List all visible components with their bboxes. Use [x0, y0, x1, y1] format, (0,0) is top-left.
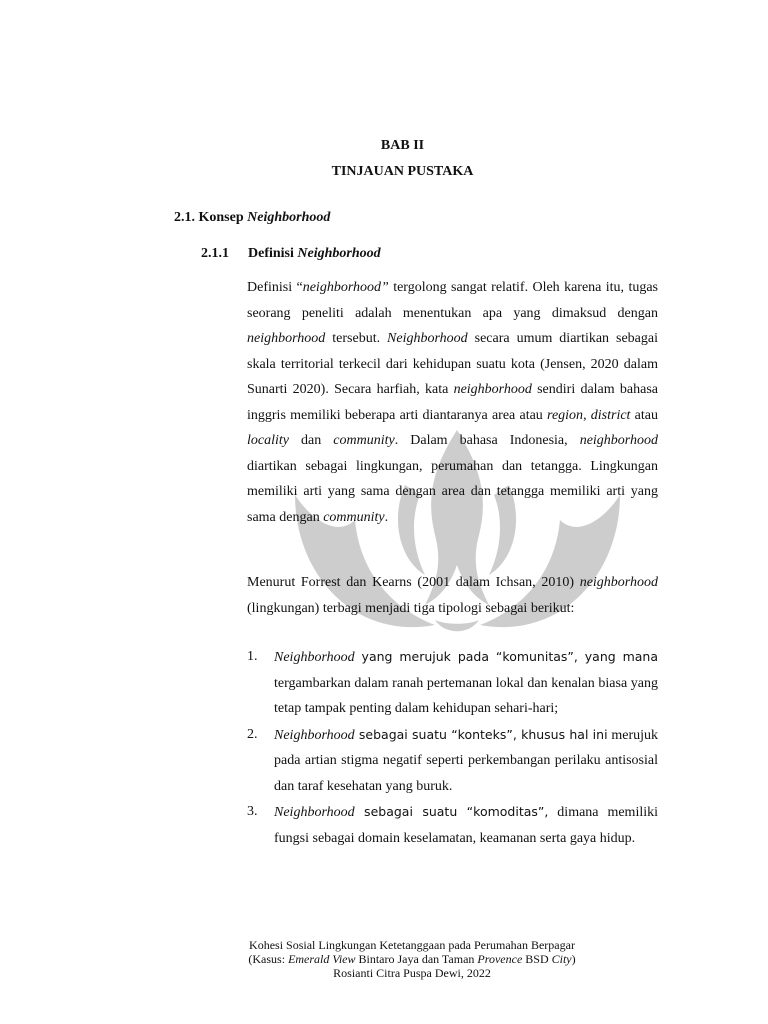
footer-thesis-title: Kohesi Sosial Lingkungan Ketetanggaan pada Perumahan Berpagar — [249, 938, 575, 952]
section-heading — [174, 210, 330, 226]
list-marker: 2. — [247, 726, 258, 742]
list-item: 3. Neighborhood sebagai suatu “komoditas”, dimana memiliki fungsi sebagai domain keselamatan, keamanan serta gaya hidup. — [247, 799, 658, 851]
section-number: 2.1. Konsep — [174, 210, 244, 225]
list-marker: 3. — [247, 804, 258, 819]
page-footer — [0, 938, 768, 980]
subsection-heading — [201, 246, 381, 262]
list-item: 1. Neighborhood yang merujuk pada “komunitas”, yang mana tergambarkan dalam ranah pertemanan lokal dan kenalan biasa yang tetap tampak penting dalam kehidupan sehari-hari; — [247, 644, 658, 722]
subsection-label: Definisi — [248, 246, 294, 261]
paragraph-typology: Menurut Forrest dan Kearns (2001 dalam Ichsan, 2010) neighborhood (lingkungan) terbagi menjadi tiga tipologi sebagai berikut: — [247, 575, 658, 616]
section-title: Neighborhood — [247, 210, 331, 225]
subsection-number: 2.1.1 — [201, 246, 229, 261]
subsection-title: Neighborhood — [297, 246, 381, 261]
typology-list — [247, 644, 658, 851]
footer-case: (Kasus: Emerald View Bintaro Jaya dan Taman Provence BSD City) — [248, 952, 576, 966]
paragraph-definition: Definisi “neighborhood” tergolong sangat relatif. Oleh karena itu, tugas seorang peneliti adalah menentukan apa yang dimaksud dengan neighborhood tersebut. Neighborhood secara umum diartikan sebagai skala territorial terkecil dari kehidupan suatu kota (Jensen, 2020 dalam Sunarti 2020). Secara harfiah, kata neighborhood sendiri dalam bahasa inggris memiliki beberapa arti diantaranya area atau region, district atau locality dan community. Dalam bahasa Indonesia, neighborhood diartikan sebagai lingkungan, perumahan dan tetangga. Lingkungan memiliki arti yang sama dengan area dan tetangga memiliki arti yang sama dengan community. — [247, 280, 658, 525]
list-marker: 1. — [247, 649, 258, 664]
footer-author: Rosianti Citra Puspa Dewi, 2022 — [333, 966, 491, 980]
chapter-title: TINJAUAN PUSTAKA — [331, 164, 474, 179]
list-item: 2. Neighborhood sebagai suatu “konteks”, khusus hal ini merujuk pada artian stigma negatif seperti perkembangan perilaku antisosial dan taraf kesehatan yang buruk. — [247, 722, 658, 800]
chapter-label: BAB II — [380, 138, 425, 153]
